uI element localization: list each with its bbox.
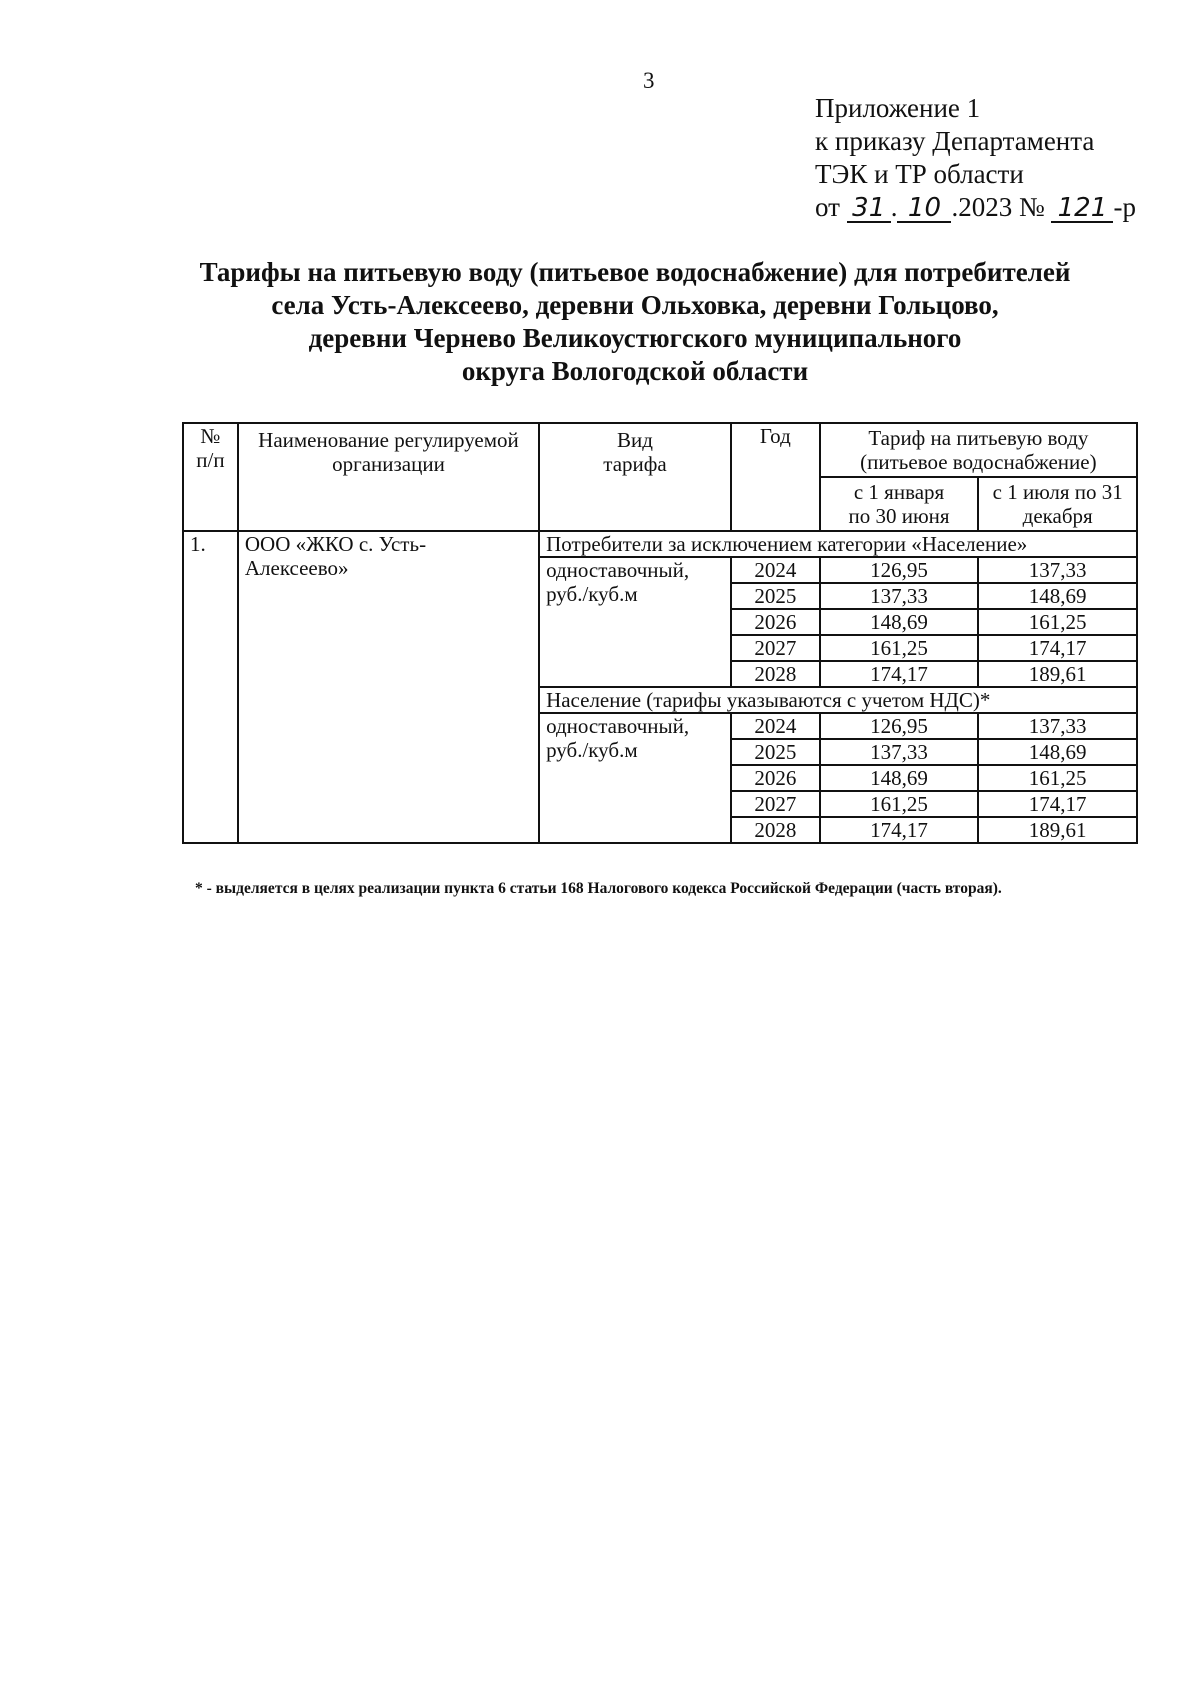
header-tariff: Тариф на питьевую воду (питьевое водоснабжение) — [820, 423, 1137, 477]
tariff-h1-cell: 126,95 — [820, 713, 979, 739]
tariff-h1-cell: 161,25 — [820, 635, 979, 661]
tariff-h2-cell: 174,17 — [978, 791, 1137, 817]
tariff-h2-cell: 148,69 — [978, 739, 1137, 765]
tariff-h1-cell: 174,17 — [820, 817, 979, 843]
title-line-4: округа Вологодской области — [461, 356, 809, 386]
organization-name: ООО «ЖКО с. Усть-Алексеево» — [238, 531, 539, 843]
group-1-tariff-type: одноставочный, руб./куб.м — [539, 557, 731, 687]
year-cell: 2027 — [731, 791, 820, 817]
header-type: Вид тарифа — [539, 423, 731, 531]
group-2-label: Население (тарифы указываются с учетом НДС)* — [539, 687, 1137, 713]
header-period-1: с 1 января по 30 июня — [820, 477, 979, 531]
group-1-label-row — [183, 531, 1137, 557]
order-number-handwritten: 121 — [1051, 195, 1113, 223]
tariff-h2-cell: 137,33 — [978, 557, 1137, 583]
tariff-h2-cell: 137,33 — [978, 713, 1137, 739]
header-row — [183, 423, 1137, 477]
tariff-h1-cell: 161,25 — [820, 791, 979, 817]
tariff-h2-cell: 161,25 — [978, 765, 1137, 791]
appendix-block — [815, 92, 1136, 224]
year-cell: 2028 — [731, 661, 820, 687]
title-line-2: села Усть-Алексеево, деревни Ольховка, деревни Гольцово, — [271, 290, 999, 320]
year-cell: 2024 — [731, 557, 820, 583]
header-org: Наименование регулируемой организации — [238, 423, 539, 531]
header-year: Год — [731, 423, 820, 531]
tariff-h2-cell: 189,61 — [978, 817, 1137, 843]
tariff-h1-cell: 148,69 — [820, 609, 979, 635]
page-number: 3 — [643, 68, 655, 93]
date-prefix: от — [815, 192, 840, 222]
footnote: * - выделяется в целях реализации пункта 6 статьи 168 Налогового кодекса Российской Федерации (часть вторая). — [195, 880, 1002, 897]
group-2-tariff-type: одноставочный, руб./куб.м — [539, 713, 731, 843]
appendix-line-2: к приказу Департамента — [815, 126, 1095, 156]
group-1-label: Потребители за исключением категории «Население» — [539, 531, 1137, 557]
appendix-date-line — [815, 191, 1136, 224]
date-year: .2023 № — [951, 192, 1045, 222]
tariff-h1-cell: 137,33 — [820, 739, 979, 765]
tariff-h2-cell: 148,69 — [978, 583, 1137, 609]
document-title — [150, 256, 1120, 388]
date-day-handwritten: 31 — [847, 195, 891, 223]
date-sep: . — [890, 192, 898, 222]
title-line-1: Тарифы на питьевую воду (питьевое водоснабжение) для потребителей — [199, 257, 1071, 287]
year-cell: 2026 — [731, 609, 820, 635]
title-line-3: деревни Чернево Великоустюгского муниципального — [308, 323, 962, 353]
appendix-line-3: ТЭК и ТР области — [815, 159, 1024, 189]
year-cell: 2024 — [731, 713, 820, 739]
tariff-h2-cell: 161,25 — [978, 609, 1137, 635]
header-num: № п/п — [183, 423, 238, 531]
tariff-h2-cell: 189,61 — [978, 661, 1137, 687]
tariff-h2-cell: 174,17 — [978, 635, 1137, 661]
year-cell: 2025 — [731, 583, 820, 609]
row-number: 1. — [183, 531, 238, 843]
order-suffix: -р — [1113, 192, 1136, 222]
appendix-line-1: Приложение 1 — [815, 93, 981, 123]
year-cell: 2027 — [731, 635, 820, 661]
tariff-h1-cell: 148,69 — [820, 765, 979, 791]
tariff-h1-cell: 174,17 — [820, 661, 979, 687]
tariff-table — [182, 422, 1138, 844]
year-cell: 2025 — [731, 739, 820, 765]
header-period-2: с 1 июля по 31 декабря — [978, 477, 1137, 531]
year-cell: 2026 — [731, 765, 820, 791]
tariff-h1-cell: 137,33 — [820, 583, 979, 609]
date-month-handwritten: 10 — [897, 195, 951, 223]
tariff-h1-cell: 126,95 — [820, 557, 979, 583]
year-cell: 2028 — [731, 817, 820, 843]
